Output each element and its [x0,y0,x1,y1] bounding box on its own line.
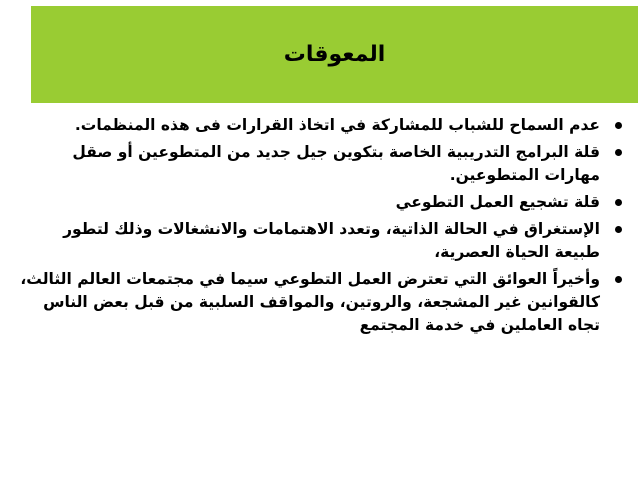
title-band [31,6,638,103]
bullet-item [14,191,626,214]
bullet-dot-icon [615,149,622,156]
bullet-list [14,114,626,341]
bullet-dot-icon [615,199,622,206]
bullet-item [14,268,626,337]
bullet-dot-icon [615,276,622,283]
bullet-text: قلة البرامج التدريبية الخاصة بتكوين جيل جديد من المتطوعين أو صقل مهارات المتطوعين. [72,143,600,184]
bullet-dot-icon [615,122,622,129]
bullet-text: عدم السماح للشباب للمشاركة في اتخاذ القرارات فى هذه المنظمات. [74,116,600,134]
bullet-item [14,141,626,187]
bullet-dot-icon [615,226,622,233]
bullet-text: وأخيراً العوائق التي تعترض العمل التطوعي سيما في مجتمعات العالم الثالث، كالقوانين غير المشجعة، والروتين، والمواقف السلبية من قبل بعض الناس تجاه العاملين في خدمة المجتمع [20,270,600,334]
bullet-item [14,218,626,264]
bullet-text: الإستغراق في الحالة الذاتية، وتعدد الاهتمامات والانشغالات وذلك لتطور طبيعة الحياة العصرية، [63,220,600,261]
slide-title: المعوقات [283,42,386,67]
bullet-item [14,114,626,137]
bullet-text: قلة تشجيع العمل التطوعي [395,193,600,211]
